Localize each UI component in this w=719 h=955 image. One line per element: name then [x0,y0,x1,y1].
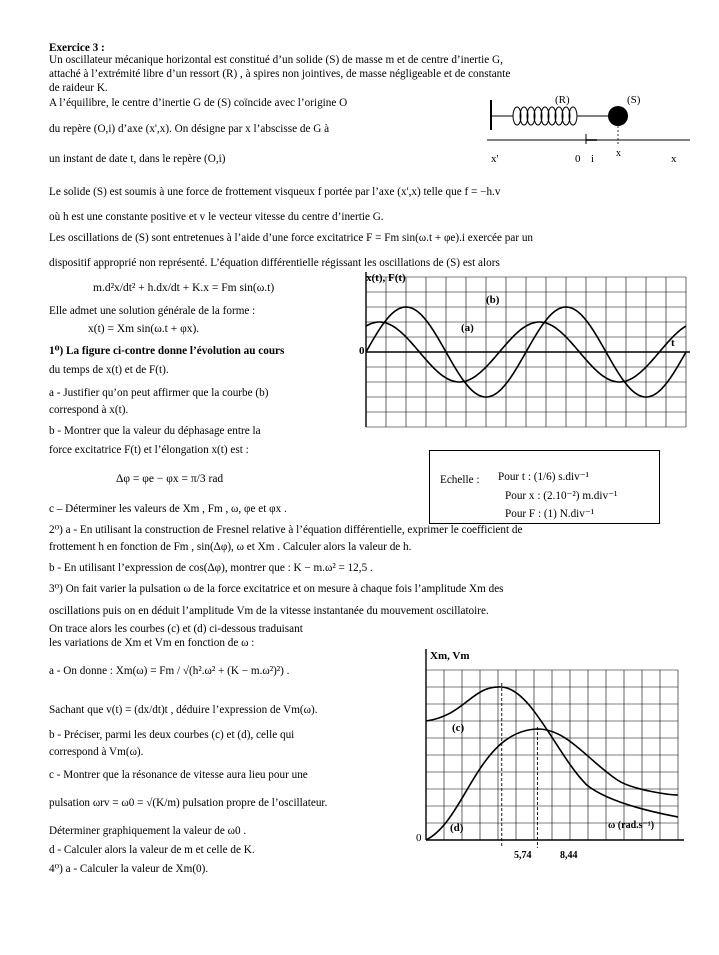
question-line: pulsation ωrv = ω0 = √(K/m) pulsation propre de l’oscillateur. [49,797,328,809]
graph2-xlabel: ω (rad.s⁻¹) [608,820,655,831]
intro-line: attaché à l’extrémité libre d’un ressort (R) , à spires non jointives, de masse négligeable et de constante [49,68,511,80]
question-line: frottement h en fonction de Fm , sin(Δφ), ω et Xm . Calculer alors la valeur de h. [49,541,412,553]
body-line: Les oscillations de (S) sont entretenues à l’aide d’une force excitatrice F = Fm sin(ω.t + φe).i exercée par un [49,232,534,244]
graph-Xm-Vm [410,645,700,865]
intro-line: de raideur K. [49,82,108,94]
question-line: c – Déterminer les valeurs de Xm , Fm , ω, φe et φx . [49,503,287,515]
curve-c-label: (c) [452,722,465,734]
question-3: 3⁰) On fait varier la pulsation ω de la force excitatrice et on mesure à chaque fois l’amplitude Xm des [49,583,504,595]
question-4: 4⁰) a - Calculer la valeur de Xm(0). [49,863,209,875]
graph1-xlabel: t [671,337,675,349]
tick-5-74: 5,74 [514,850,532,861]
equation-phase: Δφ = φe − φx = π/3 rad [116,473,224,485]
intro-line: du repère (O,i) d’axe (x',x). On désigne par x l’abscisse de G à [49,123,330,135]
question-line: a - Justifier qu’on peut affirmer que la courbe (b) [49,387,269,399]
body-line: Elle admet une solution générale de la forme : [49,305,256,317]
question-line: c - Montrer que la résonance de vitesse aura lieu pour une [49,769,308,781]
scale-prefix: Echelle : [440,474,480,486]
intro-line: Un oscillateur mécanique horizontal est constitué d’un solide (S) de masse m et de centre d’inertie G, [49,54,503,66]
question-line: les variations de Xm et Vm en fonction de ω : [49,637,255,649]
spring-figure [485,88,695,168]
question-line: correspond à x(t). [49,404,129,416]
body-line: dispositif approprié non représenté. L’équation différentielle régissant les oscillations de (S) est alors [49,257,500,269]
label-zero: 0 [575,153,581,165]
intro-line: un instant de date t, dans le repère (O,i) [49,153,226,165]
graph2-origin: 0 [416,832,422,844]
curve-a-label: (a) [461,322,474,334]
question-line: Sachant que v(t) = (dx/dt)t , déduire l’expression de Vm(ω). [49,704,318,716]
question-2: 2⁰) a - En utilisant la construction de Fresnel relative à l’équation différentielle, exprimer le coefficient de [49,524,523,536]
question-line: d - Calculer alors la valeur de m et celle de K. [49,844,255,856]
question-line: b - Préciser, parmi les deux courbes (c) et (d), celle qui [49,729,295,741]
tick-8-44: 8,44 [560,850,578,861]
question-line: Déterminer graphiquement la valeur de ω0 . [49,825,247,837]
graph1-origin: 0 [359,345,365,357]
graph1-ylabel: x(t), F(t) [366,272,406,284]
equation-solution: x(t) = Xm sin(ω.t + φx). [88,323,200,335]
question-line: correspond à Vm(ω). [49,746,144,758]
label-xprime: x' [491,153,499,165]
label-x-end: x [671,153,677,165]
question-1: 1⁰) La figure ci-contre donne l’évolution au cours [49,345,285,357]
graph-xt-Ft [360,268,690,438]
question-line: a - On donne : Xm(ω) = Fm / √(h².ω² + (K − m.ω²)²) . [49,665,290,677]
body-line: où h est une constante positive et v le vecteur vitesse du centre d’inertie G. [49,211,384,223]
equation-differential: m.d²x/dt² + h.dx/dt + K.x = Fm sin(ω.t) [93,282,275,294]
label-S: (S) [627,94,641,106]
scale-t: Pour t : (1/6) s.div⁻¹ [498,471,589,483]
exercise-title: Exercice 3 : [49,42,105,54]
question-line: On trace alors les courbes (c) et (d) ci-dessous traduisant [49,623,303,635]
question-line: b - En utilisant l’expression de cos(Δφ), montrer que : K − m.ω² = 12,5 . [49,562,373,574]
scale-F: Pour F : (1) N.div⁻¹ [505,508,595,520]
question-line: b - Montrer que la valeur du déphasage entre la [49,425,261,437]
intro-line: A l’équilibre, le centre d’inertie G de (S) coïncide avec l’origine O [49,97,348,109]
label-i: i [591,153,595,165]
question-line: du temps de x(t) et de F(t). [49,364,169,376]
question-line: oscillations puis on en déduit l’amplitude Vm de la vitesse instantanée du mouvement oscillatoire. [49,605,489,617]
graph2-ylabel: Xm, Vm [430,650,470,662]
label-R: (R) [555,94,570,106]
body-line: Le solide (S) est soumis à une force de frottement visqueux f portée par l’axe (x',x) telle que f = −h.v [49,186,501,198]
label-x-mark: x [616,148,621,159]
curve-b-label: (b) [486,294,500,306]
curve-d-label: (d) [450,822,464,834]
question-line: force excitatrice F(t) et l’élongation x(t) est : [49,444,249,456]
scale-x: Pour x : (2.10⁻²) m.div⁻¹ [505,490,618,502]
